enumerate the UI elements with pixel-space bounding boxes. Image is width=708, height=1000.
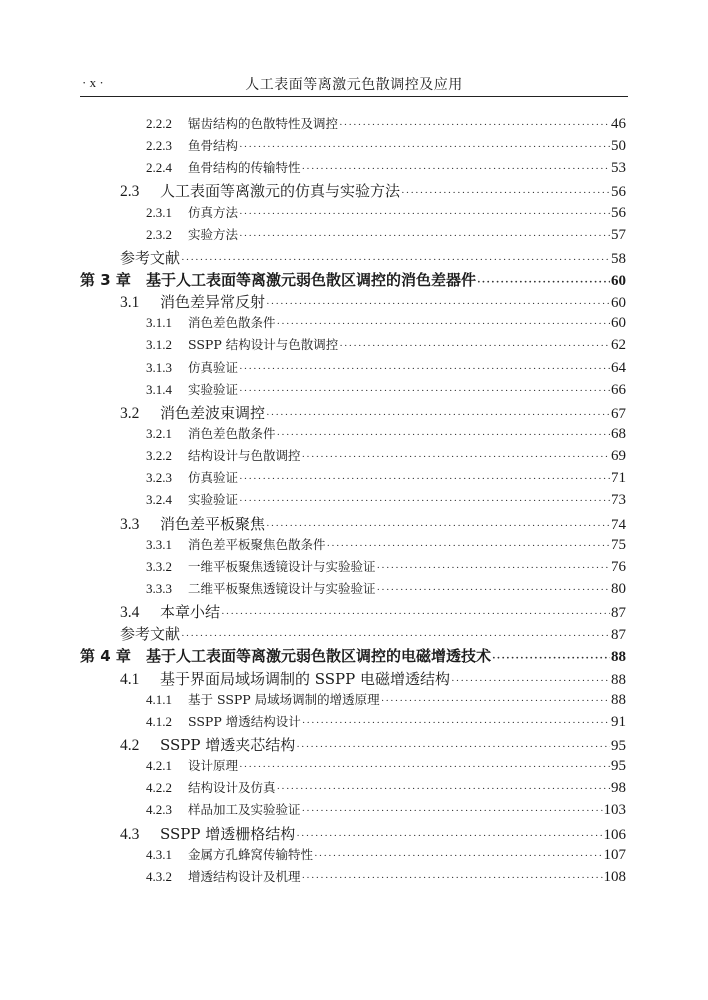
toc-entry-page: 46 bbox=[611, 116, 626, 132]
table-of-contents bbox=[80, 114, 626, 889]
toc-section-entry[interactable] bbox=[80, 335, 626, 357]
toc-entry-title: 鱼骨结构 bbox=[188, 138, 239, 154]
dot-leader bbox=[277, 316, 610, 331]
page-header bbox=[80, 72, 628, 97]
toc-section-entry[interactable] bbox=[80, 203, 626, 225]
toc-entry-title: 本章小结 bbox=[160, 603, 221, 622]
toc-entry-number: 3.2 bbox=[120, 404, 140, 422]
dot-leader bbox=[239, 228, 610, 243]
dot-leader bbox=[377, 560, 610, 575]
toc-entry-page: 88 bbox=[611, 691, 626, 708]
toc-entry-page: 106 bbox=[603, 826, 626, 843]
toc-entry-page: 56 bbox=[611, 204, 626, 221]
toc-entry-number: 2.2.3 bbox=[146, 138, 172, 154]
toc-section-entry[interactable] bbox=[80, 490, 626, 512]
dot-leader bbox=[266, 295, 610, 312]
dot-leader bbox=[266, 406, 610, 423]
dot-leader bbox=[239, 493, 610, 508]
dot-leader bbox=[239, 759, 610, 774]
toc-entry-title: 参考文献 bbox=[120, 625, 181, 644]
dot-leader bbox=[277, 427, 610, 442]
dot-leader bbox=[451, 672, 610, 689]
toc-entry-number: 3.3.2 bbox=[146, 558, 172, 574]
toc-entry-number: 4.3 bbox=[120, 825, 140, 843]
toc-section-entry[interactable] bbox=[80, 535, 626, 557]
toc-entry-page: 103 bbox=[603, 802, 626, 819]
toc-section-entry[interactable] bbox=[80, 579, 626, 601]
toc-entry-page: 95 bbox=[611, 758, 626, 775]
dot-leader bbox=[377, 582, 610, 597]
toc-entry-title: 基于 SSPP 局域场调制的增透原理 bbox=[188, 691, 380, 707]
toc-entry-number: 2.3 bbox=[120, 183, 140, 201]
toc-entry-number: 4.2.1 bbox=[146, 758, 172, 774]
toc-entry-number: 3.1.2 bbox=[146, 337, 172, 353]
toc-section-entry[interactable] bbox=[80, 690, 626, 712]
dot-leader bbox=[239, 383, 610, 398]
toc-section-entry[interactable] bbox=[80, 712, 626, 734]
toc-entry-page: 68 bbox=[611, 425, 626, 442]
toc-section-entry[interactable] bbox=[80, 158, 626, 180]
toc-entry-number: 3.4 bbox=[120, 604, 140, 622]
toc-chapter-entry[interactable] bbox=[80, 645, 626, 667]
dot-leader bbox=[302, 803, 603, 818]
toc-section-entry[interactable] bbox=[80, 800, 626, 822]
toc-entry-number: 3.1.4 bbox=[146, 381, 172, 397]
dot-leader bbox=[181, 627, 610, 644]
toc-chapter-entry[interactable] bbox=[80, 269, 626, 291]
toc-entry-title: 消色差平板聚焦 bbox=[160, 514, 266, 533]
toc-entry-page: 69 bbox=[611, 448, 626, 465]
toc-entry-number: 2.2.2 bbox=[146, 116, 172, 131]
toc-entry-title: 仿真验证 bbox=[188, 359, 239, 375]
toc-entry-page: 62 bbox=[611, 337, 626, 354]
toc-section-entry[interactable] bbox=[80, 734, 626, 756]
toc-section-entry[interactable] bbox=[80, 823, 626, 845]
toc-entry-page: 95 bbox=[611, 737, 626, 754]
toc-section-entry[interactable] bbox=[80, 358, 626, 380]
toc-entry-number: 4.3.1 bbox=[146, 846, 172, 862]
toc-entry-title: 基于人工表面等离激元弱色散区调控的电磁增透技术 bbox=[146, 647, 492, 666]
toc-section-entry[interactable] bbox=[80, 601, 626, 623]
toc-entry-title: 基于界面局域场调制的 SSPP 电磁增透结构 bbox=[160, 669, 451, 688]
toc-entry-page: 60 bbox=[611, 272, 626, 289]
toc-entry-number: 4.3.2 bbox=[146, 868, 172, 884]
toc-entry-page: 60 bbox=[611, 315, 626, 332]
toc-entry-page: 87 bbox=[611, 627, 626, 644]
toc-section-entry[interactable] bbox=[80, 424, 626, 446]
toc-section-entry[interactable] bbox=[80, 114, 626, 136]
toc-entry-page: 76 bbox=[611, 558, 626, 575]
toc-entry-number: 3.3.3 bbox=[146, 580, 172, 596]
toc-entry-number: 第 4 章 bbox=[80, 647, 131, 666]
toc-section-entry[interactable] bbox=[80, 180, 626, 202]
toc-entry-title: SSPP 增透夹芯结构 bbox=[160, 735, 296, 754]
toc-entry-title: SSPP 增透栅格结构 bbox=[160, 824, 296, 843]
toc-entry-title: 参考文献 bbox=[120, 248, 181, 267]
dot-leader bbox=[314, 848, 602, 863]
toc-entry-page: 60 bbox=[611, 295, 626, 312]
toc-entry-page: 74 bbox=[611, 516, 626, 533]
toc-entry-title: 实验验证 bbox=[188, 381, 239, 397]
toc-entry-page: 80 bbox=[611, 580, 626, 597]
toc-entry-title: SSPP 结构设计与色散调控 bbox=[188, 337, 339, 353]
toc-entry-number: 3.1.1 bbox=[146, 315, 172, 331]
toc-section-entry[interactable] bbox=[80, 778, 626, 800]
toc-entry-title: 仿真方法 bbox=[188, 204, 239, 220]
toc-section-entry[interactable] bbox=[80, 756, 626, 778]
dot-leader bbox=[477, 273, 610, 290]
toc-entry-page: 107 bbox=[603, 846, 626, 863]
toc-entry-number: 3.2.2 bbox=[146, 448, 172, 464]
toc-entry-page: 53 bbox=[611, 160, 626, 177]
page-number: · x · bbox=[82, 75, 104, 90]
toc-entry-page: 71 bbox=[611, 470, 626, 487]
toc-entry-page: 66 bbox=[611, 381, 626, 398]
dot-leader bbox=[277, 781, 610, 796]
toc-section-entry[interactable] bbox=[80, 557, 626, 579]
toc-entry-number: 3.2.3 bbox=[146, 470, 172, 486]
toc-entry-number: 2.2.4 bbox=[146, 160, 172, 176]
toc-section-entry[interactable] bbox=[80, 402, 626, 424]
toc-section-entry[interactable] bbox=[80, 468, 626, 490]
toc-entry-page: 88 bbox=[611, 649, 626, 666]
dot-leader bbox=[221, 605, 610, 622]
toc-entry-title: 消色差平板聚焦色散条件 bbox=[188, 536, 326, 552]
toc-entry-page: 50 bbox=[611, 138, 626, 155]
toc-references-entry[interactable] bbox=[80, 623, 626, 645]
toc-entry-page: 57 bbox=[611, 226, 626, 243]
toc-section-entry[interactable] bbox=[80, 225, 626, 247]
toc-entry-page: 56 bbox=[611, 184, 626, 201]
toc-entry-page: 108 bbox=[603, 868, 626, 885]
toc-section-entry[interactable] bbox=[80, 867, 626, 889]
toc-entry-title: 仿真验证 bbox=[188, 470, 239, 486]
dot-leader bbox=[239, 206, 610, 221]
toc-section-entry[interactable] bbox=[80, 380, 626, 402]
toc-entry-page: 75 bbox=[611, 536, 626, 553]
dot-leader bbox=[492, 649, 610, 666]
toc-entry-title: 结构设计及仿真 bbox=[188, 780, 276, 796]
toc-entry-title: 一维平板聚焦透镜设计与实验验证 bbox=[188, 558, 376, 574]
dot-leader bbox=[381, 693, 610, 708]
toc-entry-number: 4.1.1 bbox=[146, 691, 172, 707]
toc-entry-title: SSPP 增透结构设计 bbox=[188, 713, 301, 729]
toc-entry-page: 73 bbox=[611, 492, 626, 509]
toc-entry-number: 3.1 bbox=[120, 294, 140, 312]
dot-leader bbox=[302, 449, 610, 464]
toc-entry-number: 4.1 bbox=[120, 670, 140, 688]
dot-leader bbox=[302, 870, 603, 885]
dot-leader bbox=[339, 117, 610, 132]
dot-leader bbox=[239, 361, 610, 376]
toc-entry-number: 2.3.1 bbox=[146, 204, 172, 220]
toc-entry-page: 87 bbox=[611, 605, 626, 622]
toc-entry-number: 4.2 bbox=[120, 736, 140, 754]
toc-entry-page: 67 bbox=[611, 405, 626, 422]
toc-entry-page: 58 bbox=[611, 250, 626, 267]
dot-leader bbox=[327, 538, 610, 553]
toc-entry-title: 鱼骨结构的传输特性 bbox=[188, 160, 301, 176]
toc-entry-number: 第 3 章 bbox=[80, 270, 131, 289]
toc-entry-title: 人工表面等离激元的仿真与实验方法 bbox=[160, 182, 401, 201]
dot-leader bbox=[239, 139, 610, 154]
toc-section-entry[interactable] bbox=[80, 313, 626, 335]
toc-entry-page: 91 bbox=[611, 713, 626, 730]
dot-leader bbox=[296, 738, 610, 755]
toc-entry-title: 结构设计与色散调控 bbox=[188, 448, 301, 464]
toc-entry-page: 88 bbox=[611, 671, 626, 688]
toc-entry-title: 实验验证 bbox=[188, 492, 239, 508]
toc-entry-title: 消色差色散条件 bbox=[188, 425, 276, 441]
toc-entry-title: 消色差波束调控 bbox=[160, 403, 266, 422]
toc-entry-title: 基于人工表面等离激元弱色散区调控的消色差器件 bbox=[146, 270, 477, 289]
toc-entry-title: 锯齿结构的色散特性及调控 bbox=[188, 116, 339, 131]
toc-entry-title: 二维平板聚焦透镜设计与实验验证 bbox=[188, 580, 376, 596]
toc-entry-title: 消色差色散条件 bbox=[188, 315, 276, 331]
dot-leader bbox=[181, 251, 610, 268]
toc-entry-number: 3.2.1 bbox=[146, 425, 172, 441]
toc-entry-title: 增透结构设计及机理 bbox=[188, 868, 301, 884]
toc-entry-title: 金属方孔蜂窝传输特性 bbox=[188, 846, 314, 862]
toc-entry-title: 实验方法 bbox=[188, 226, 239, 242]
dot-leader bbox=[401, 184, 610, 201]
toc-section-entry[interactable] bbox=[80, 845, 626, 867]
dot-leader bbox=[296, 827, 602, 844]
toc-entry-number: 2.3.2 bbox=[146, 226, 172, 242]
toc-entry-number: 3.1.3 bbox=[146, 359, 172, 375]
toc-entry-title: 消色差异常反射 bbox=[160, 293, 266, 312]
dot-leader bbox=[266, 517, 610, 534]
dot-leader bbox=[302, 715, 610, 730]
toc-entry-number: 3.3.1 bbox=[146, 536, 172, 552]
toc-entry-title: 样品加工及实验验证 bbox=[188, 802, 301, 818]
toc-section-entry[interactable] bbox=[80, 136, 626, 158]
toc-entry-page: 64 bbox=[611, 359, 626, 376]
toc-section-entry[interactable] bbox=[80, 513, 626, 535]
dot-leader bbox=[302, 161, 610, 176]
toc-entry-number: 3.2.4 bbox=[146, 492, 172, 508]
toc-entry-title: 设计原理 bbox=[188, 758, 239, 774]
toc-entry-number: 4.2.2 bbox=[146, 780, 172, 796]
toc-entry-number: 4.2.3 bbox=[146, 802, 172, 818]
dot-leader bbox=[239, 471, 610, 486]
toc-section-entry[interactable] bbox=[80, 668, 626, 690]
toc-section-entry[interactable] bbox=[80, 446, 626, 468]
toc-references-entry[interactable] bbox=[80, 247, 626, 269]
toc-entry-page: 98 bbox=[611, 780, 626, 797]
dot-leader bbox=[339, 338, 610, 353]
running-title: 人工表面等离激元色散调控及应用 bbox=[245, 77, 463, 93]
toc-section-entry[interactable] bbox=[80, 291, 626, 313]
toc-entry-number: 4.1.2 bbox=[146, 713, 172, 729]
toc-entry-number: 3.3 bbox=[120, 515, 140, 533]
